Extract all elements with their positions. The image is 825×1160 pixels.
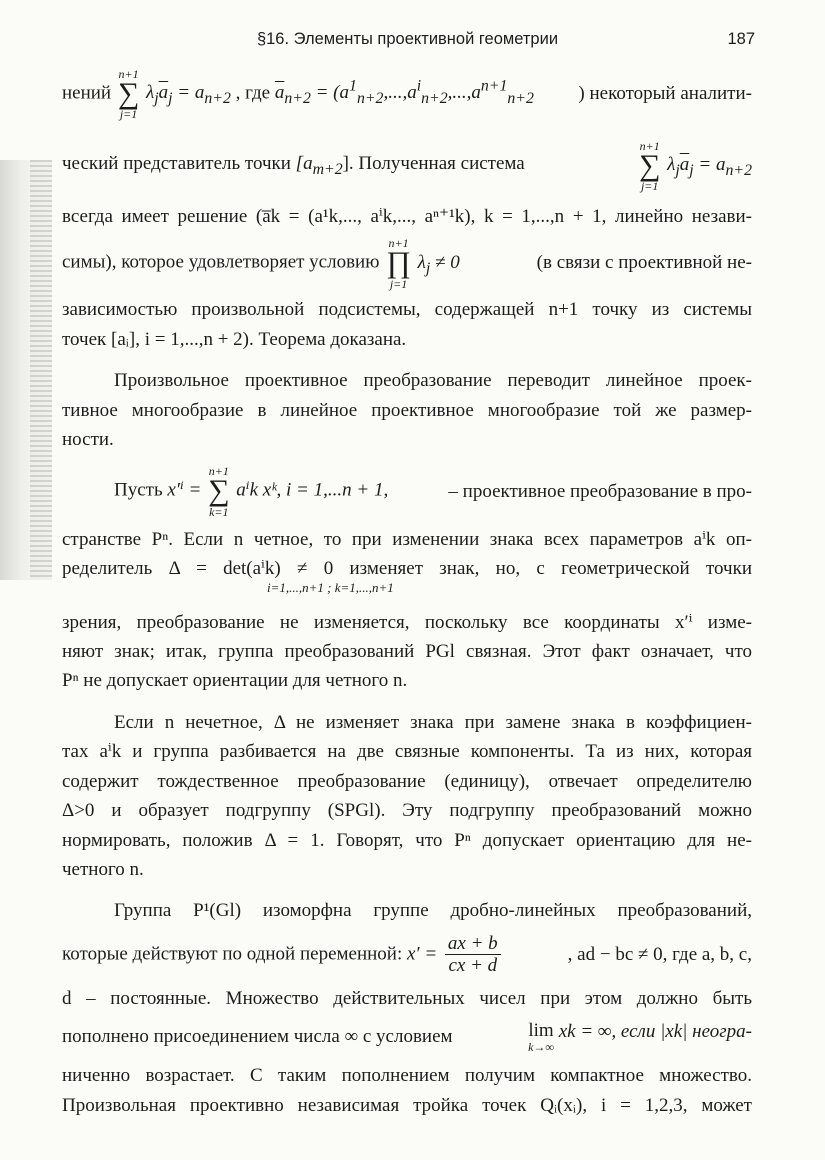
running-header [60,30,755,54]
text-line: зависимостью произвольной подсистемы, содержащей n+1 точку из системы [62,299,752,321]
text-line: всегда имеет решение (a̅k = (a¹k,..., aⁱk,..., aⁿ⁺¹k), k = 1,...,n + 1, линейно незави- [62,206,752,227]
formula-line-2: ческий представитель точки $[a_{m+2}]$. Полученная система n+1 ∑ j=1 $\lambda_j\overline{a}_j = a_{n+2}$ [62,138,752,194]
text-line: Произвольная проективно независимая тройка точек Qᵢ(xᵢ), i = 1,2,3, может [62,1094,752,1116]
text-line: Если n нечетное, Δ не изменяет знака при замене знака в коэффициен- [114,711,752,733]
formula-line-fraction: которые действуют по одной переменной: x′ = $\frac{ax + b}{cx + d}$ , ad − bc ≠ 0, где a, b, c, [62,932,752,977]
formula-line-transform: Пусть x′ⁱ = n+1 ∑ k=1 aⁱk xᵏ, i = 1,...n + 1, – проективное преобразование в про- [114,464,752,519]
text-line: ниченно возрастает. С таким пополнением получим компактное множество. [62,1065,752,1087]
text-line: четного n. [62,859,144,880]
text-line: d – постоянные. Множество действительных чисел при этом должно быть [62,987,752,1009]
text-line: точек [aᵢ], i = 1,...,n + 2). Теорема доказана. [62,328,407,350]
determinant-indices: i=1,...,n+1 ; k=1,...,n+1 [267,579,394,595]
sum-operator: n+1 ∑ k=1 [208,464,230,519]
text-line: странстве Pⁿ. Если n четное, то при изменении знака всех параметров aⁱk оп- [62,528,752,550]
text-line: ности. [62,429,114,451]
page-number: 187 [727,30,755,48]
product-operator: n+1 ∏ j=1 [386,236,411,291]
text-line: Δ>0 и образует подгруппу (SPGl). Эту подгруппу преобразований можно [62,800,752,822]
text-line: Произвольное проективное преобразование переводит линейное проек- [114,370,752,392]
text-line: тивное многообразие в линейное проективное многообразие той же размер- [62,399,752,421]
text-line: тах aⁱk и группа разбивается на две связные компоненты. Та из них, которая [62,741,752,763]
text-line: нормировать, положив Δ = 1. Говорят, что Pⁿ допускает ориентацию для не- [62,829,752,851]
formula-line-4: симы), которое удовлетворяет условию n+1 ∏ j=1 $\lambda_j \ne 0$ (в связи с проективной не- [62,236,752,291]
page-body [62,62,752,1120]
text-fragment: нений [62,82,112,104]
text-line: зрения, преобразование не изменяется, поскольку все координаты x′ⁱ изме- [62,611,752,633]
text-line: Pⁿ не допускает ориентации для четного n. [62,670,408,692]
formula-line-1: нений n+1 ∑ j=1 $\lambda_j\overline{a}_j = a_{n+2}$ , где $\overline{a}_{n+2} = (a^1_{n+2},...,a^i_{n+2},...,a^{n+1}_{n+2}$ ) некоторый аналити- [62,66,752,122]
text-line: Группа P¹(Gl) изоморфна группе дробно-линейных преобразований, [114,900,752,922]
sum-operator: n+1 ∑ j=1 [638,138,661,194]
limit-operator: lim k→∞ [528,1020,554,1054]
fraction: $\frac{ax + b}{cx + d}$ [445,933,501,978]
text-line: ределитель Δ = det(aⁱk) ≠ 0 изменяет знак, но, с геометрической точки [62,558,752,580]
section-title: §16. Элементы проективной геометрии [256,30,559,48]
formula-line-limit: пополнено присоединением числа ∞ с условием lim k→∞ xk = ∞, если |xk| неогра- [62,1020,752,1054]
text-line: содержит тождественное преобразование (единицу), отвечает определителю [62,770,752,792]
text-line: няют знак; итак, группа преобразований PGl связная. Этот факт означает, что [62,640,752,662]
sum-operator: n+1 ∑ j=1 [117,66,140,122]
text-fragment: ) некоторый аналити- [578,83,752,104]
scan-edge-shadow [0,160,52,580]
